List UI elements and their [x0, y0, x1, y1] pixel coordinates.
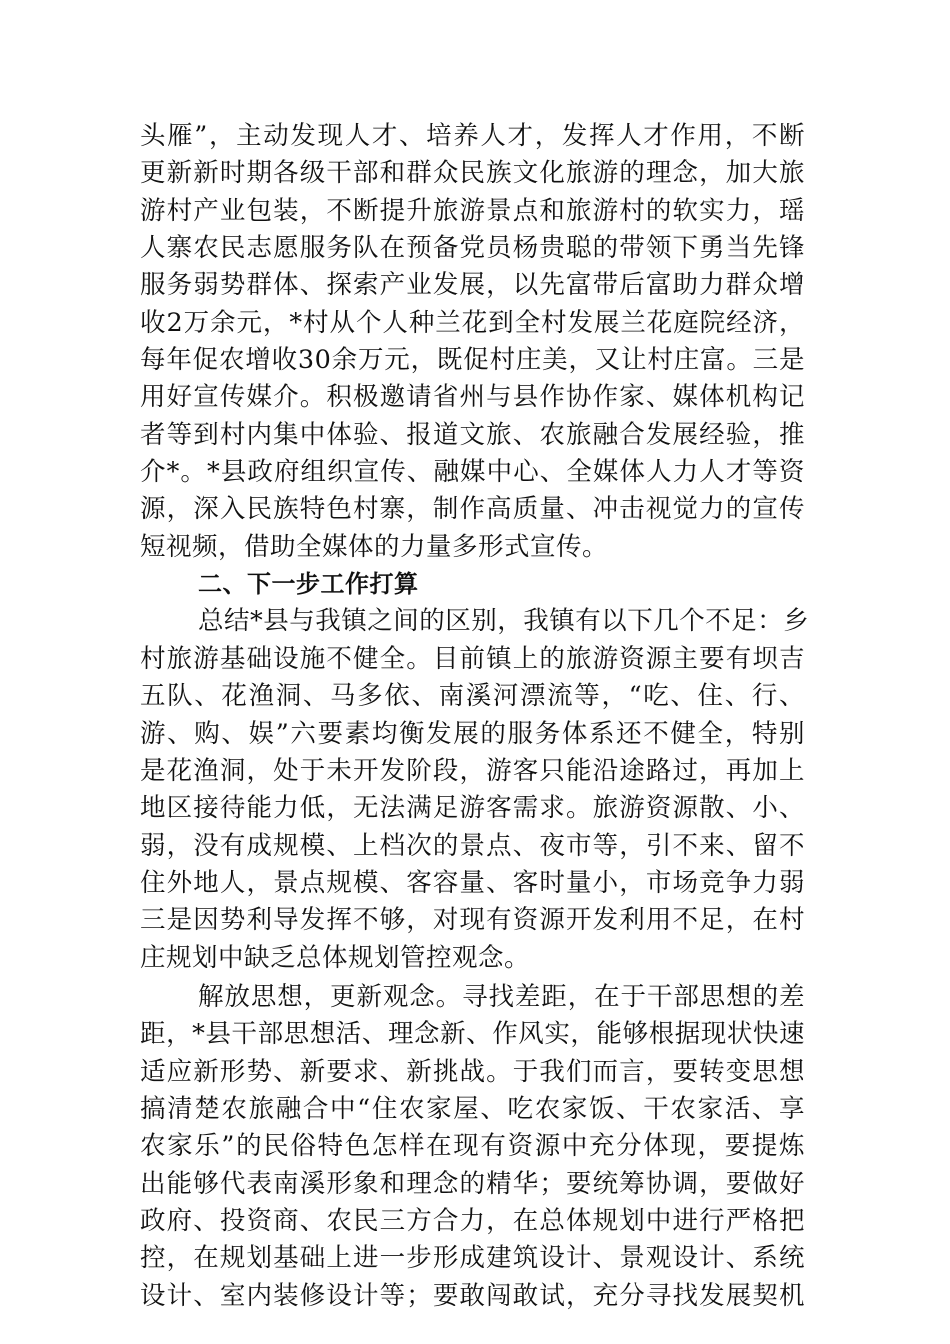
text-line: 服务弱势群体、探索产业发展，以先富带后富助力群众增 — [140, 270, 805, 301]
paragraph-2 — [140, 603, 810, 976]
paragraph-1 — [140, 118, 805, 566]
text-line: 出能够代表南溪形象和理念的精华；要统筹协调，要做好 — [140, 1168, 805, 1199]
text-line: 每年促农增收30余万元，既促村庄美，又让村庄富。三是 — [140, 345, 805, 376]
text-line: 地区接待能力低，无法满足游客需求。旅游资源散、小、 — [140, 793, 805, 824]
text-line: 村旅游基础设施不健全。目前镇上的旅游资源主要有坝吉 — [140, 643, 805, 674]
text-line: 游、购、娱”六要素均衡发展的服务体系还不健全，特别 — [140, 718, 805, 749]
text-line: 适应新形势、新要求、新挑战。于我们而言，要转变思想 — [140, 1056, 805, 1087]
text-line: 是花渔洞，处于未开发阶段，游客只能沿途路过，再加上 — [140, 755, 805, 786]
paragraph-3 — [140, 979, 805, 1315]
text-line: 政府、投资商、农民三方合力，在总体规划中进行严格把 — [140, 1205, 805, 1236]
text-line: 解放思想，更新观念。寻找差距，在于干部思想的差 — [198, 981, 805, 1012]
text-line: 更新新时期各级干部和群众民族文化旅游的理念，加大旅 — [140, 158, 805, 189]
document-page — [140, 118, 810, 1315]
text-line: 用好宣传媒介。积极邀请省州与县作协作家、媒体机构记 — [140, 382, 805, 413]
text-line: 距，*县干部思想活、理念新、作风实，能够根据现状快速 — [140, 1019, 805, 1050]
text-line: 五队、花渔洞、马多依、南溪河漂流等，“吃、住、行、 — [140, 681, 805, 712]
text-line: 介*。*县政府组织宣传、融媒中心、全媒体人力人才等资 — [140, 457, 805, 488]
text-line: 人寨农民志愿服务队在预备党员杨贵聪的带领下勇当先锋 — [140, 233, 805, 264]
text-line: 弱，没有成规模、上档次的景点、夜市等，引不来、留不 — [140, 830, 805, 861]
section-heading: 二、下一步工作打算 — [198, 570, 419, 599]
text-line: 者等到村内集中体验、报道文旅、农旅融合发展经验，推 — [140, 419, 805, 450]
text-line: 庄规划中缺乏总体规划管控观念。 — [140, 942, 531, 973]
text-line: 头雁”，主动发现人才、培养人才，发挥人才作用，不断 — [140, 121, 805, 151]
text-line: 住外地人，景点规模、客容量、客时量小，市场竞争力弱 — [140, 867, 805, 898]
text-line: 农家乐”的民俗特色怎样在现有资源中充分体现，要提炼 — [140, 1131, 805, 1162]
text-line: 控，在规划基础上进一步形成建筑设计、景观设计、系统 — [140, 1243, 805, 1274]
text-line: 总结*县与我镇之间的区别，我镇有以下几个不足：乡 — [198, 606, 810, 637]
text-line: 设计、室内装修设计等；要敢闯敢试，充分寻找发展契机 — [140, 1280, 805, 1311]
text-line: 收2万余元，*村从个人种兰花到全村发展兰花庭院经济， — [140, 307, 805, 338]
text-line: 游村产业包装，不断提升旅游景点和旅游村的软实力，瑶 — [140, 195, 805, 226]
text-line: 源，深入民族特色村寨，制作高质量、冲击视觉力的宣传 — [140, 494, 805, 525]
text-line: 三是因势利导发挥不够，对现有资源开发利用不足，在村 — [140, 905, 805, 936]
text-line: 短视频，借助全媒体的力量多形式宣传。 — [140, 531, 609, 562]
text-line: 搞清楚农旅融合中“住农家屋、吃农家饭、干农家活、享 — [140, 1093, 805, 1124]
